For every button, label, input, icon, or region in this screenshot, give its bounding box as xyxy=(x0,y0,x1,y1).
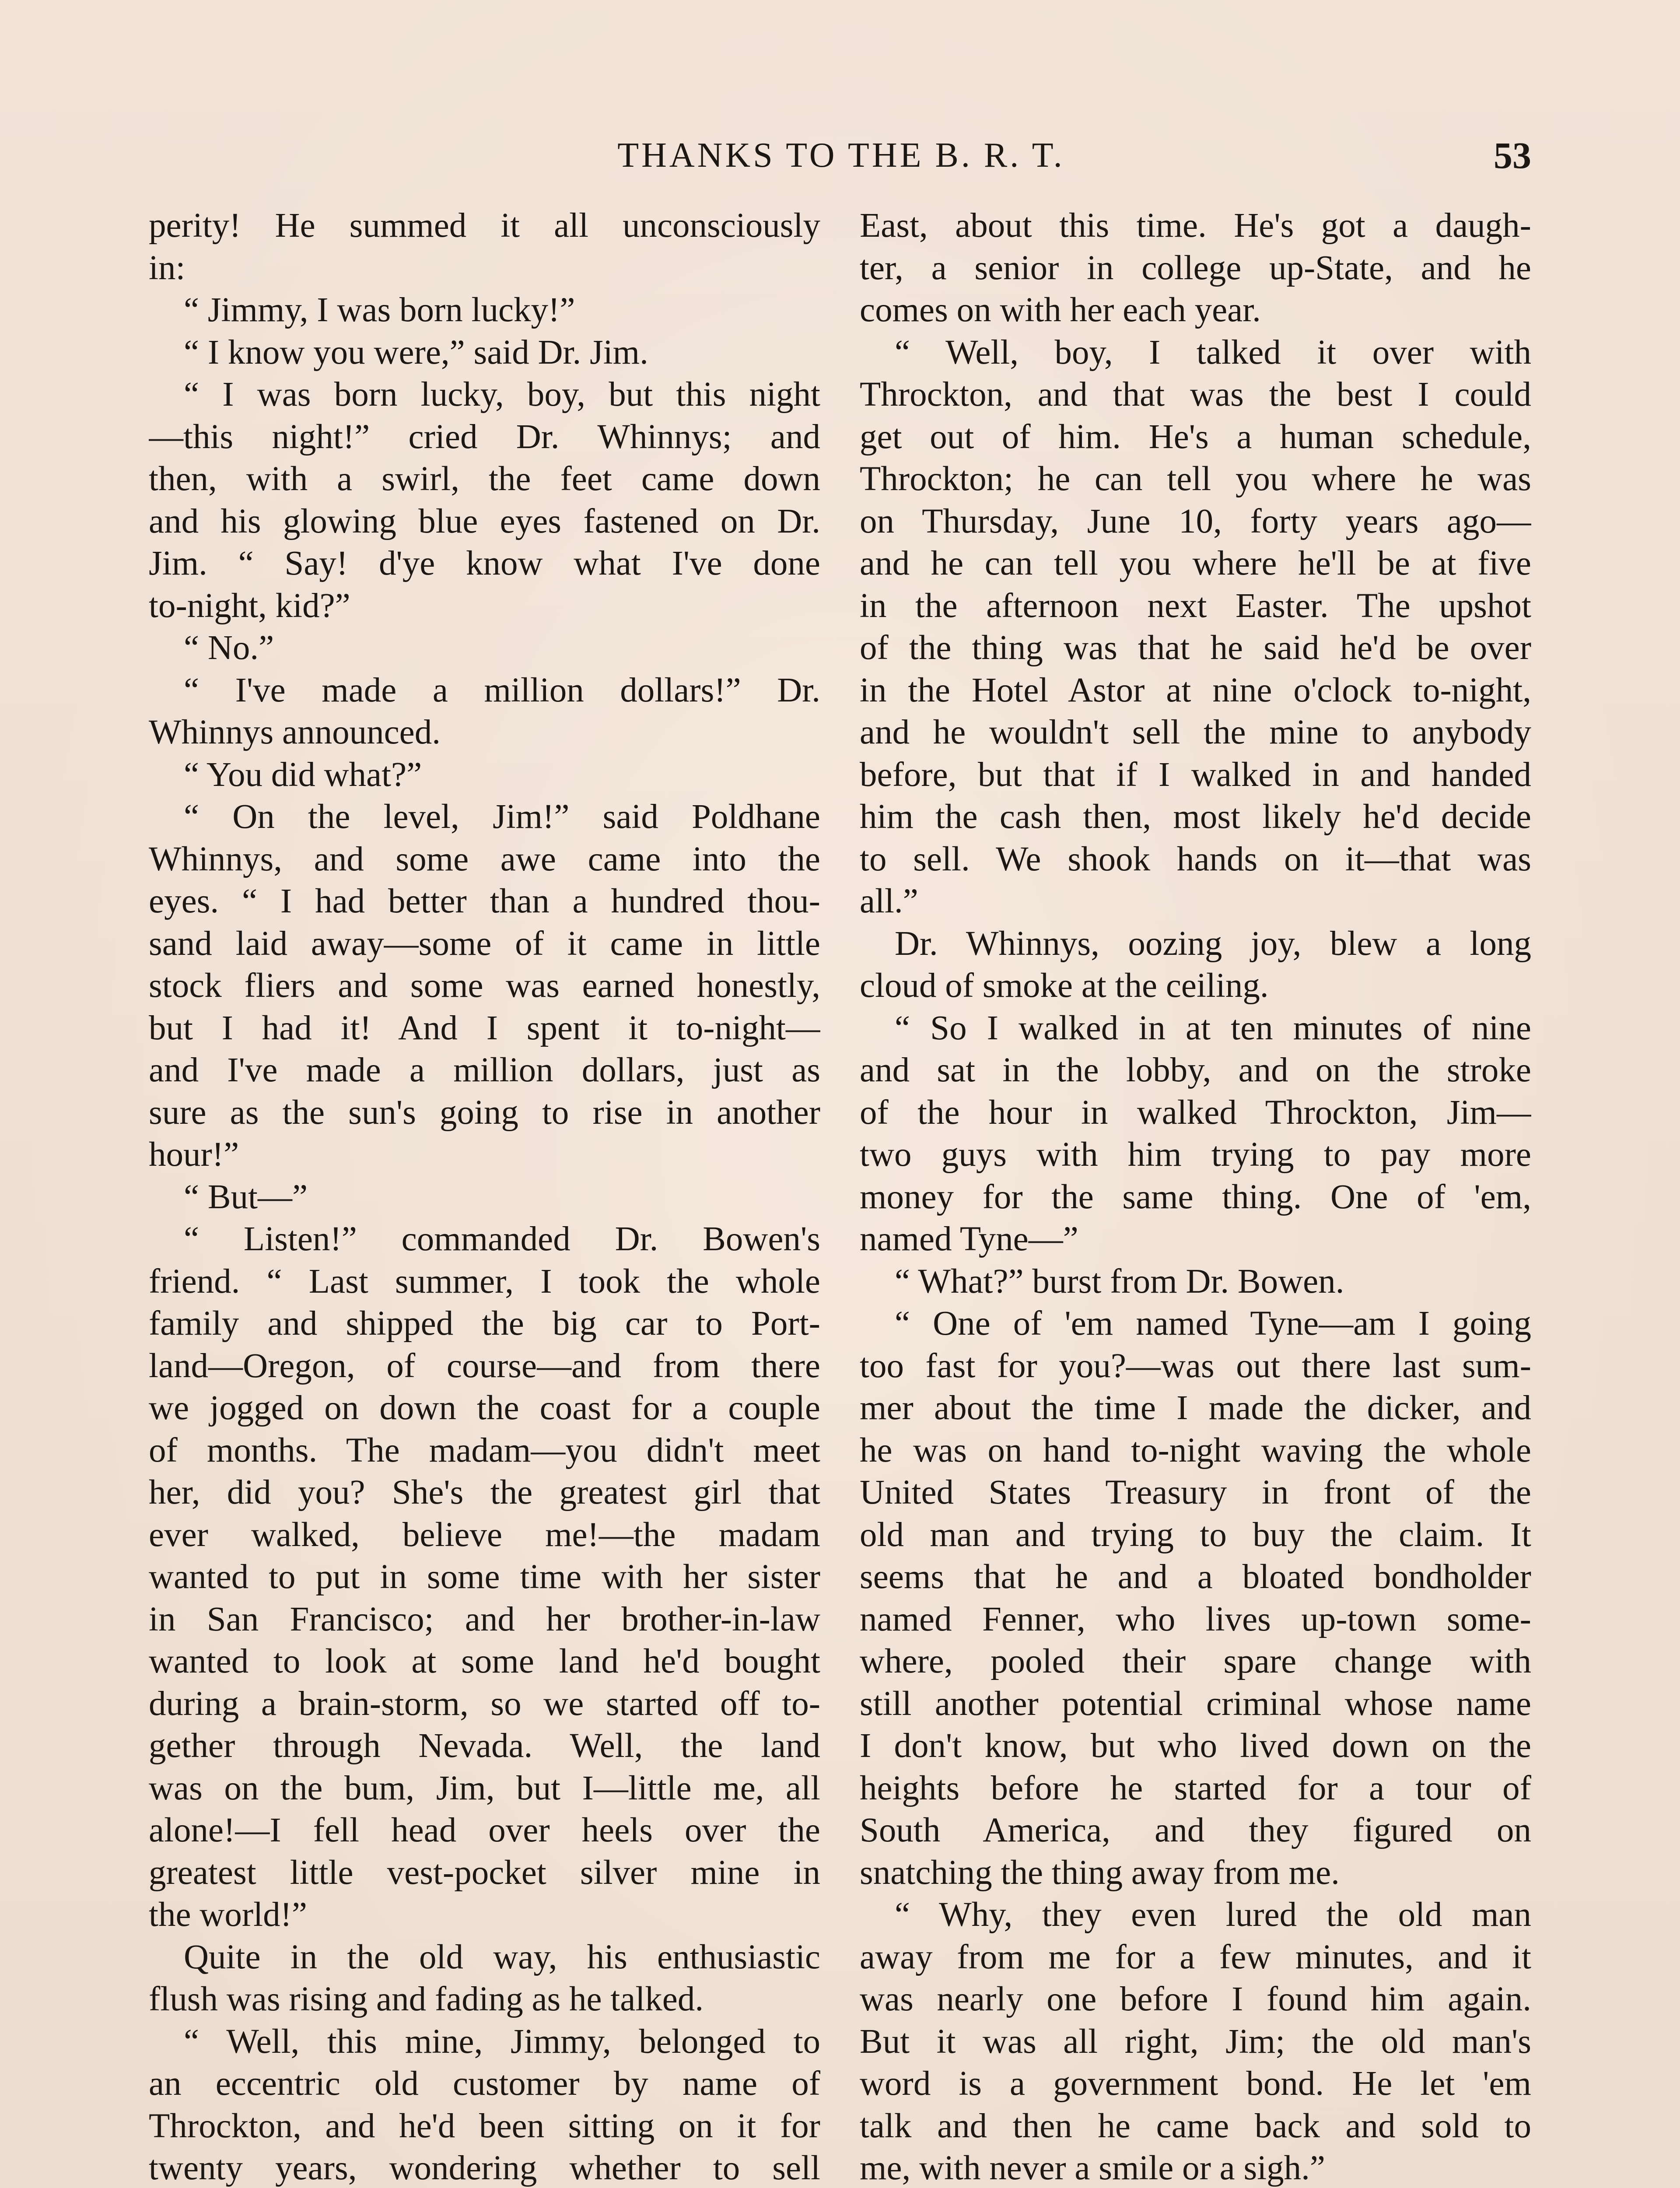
text-line: wanted to look at some land he'd bought xyxy=(149,1642,820,1680)
text-line: “ I was born lucky, boy, but this night xyxy=(184,375,820,414)
text-line: to-night, kid?” xyxy=(149,586,350,625)
running-title: THANKS TO THE B. R. T. xyxy=(617,136,1065,175)
text-line: cloud of smoke at the ceiling. xyxy=(860,967,1269,1005)
text-line: before, but that if I walked in and handed xyxy=(860,755,1531,794)
text-line: ter, a senior in college up-State, and he xyxy=(860,249,1531,287)
text-line: away from me for a few minutes, and it xyxy=(860,1938,1531,1976)
text-line: “ What?” burst from Dr. Bowen. xyxy=(895,1262,1344,1301)
text-line: me, with never a smile or a sigh.” xyxy=(860,2149,1325,2187)
text-line: “ Well, this mine, Jimmy, belonged to xyxy=(184,2022,820,2061)
text-line: on Thursday, June 10, forty years ago— xyxy=(860,502,1531,540)
running-header xyxy=(151,131,1531,179)
text-line: old man and trying to buy the claim. It xyxy=(860,1515,1531,1554)
text-line: where, pooled their spare change with xyxy=(860,1642,1531,1680)
text-line: family and shipped the big car to Port- xyxy=(149,1304,820,1343)
text-line: heights before he started for a tour of xyxy=(860,1769,1531,1807)
text-line: “ One of 'em named Tyne—am I going xyxy=(895,1304,1531,1343)
text-line: “ Listen!” commanded Dr. Bowen's xyxy=(184,1220,820,1258)
text-line: hour!” xyxy=(149,1136,239,1174)
text-line: sure as the sun's going to rise in another xyxy=(149,1093,820,1132)
text-line: he was on hand to-night waving the whole xyxy=(860,1431,1531,1469)
text-line: Dr. Whinnys, oozing joy, blew a long xyxy=(895,924,1531,963)
text-line: flush was rising and fading as he talked. xyxy=(149,1980,704,2018)
text-line: word is a government bond. He let 'em xyxy=(860,2065,1531,2103)
text-line: and sat in the lobby, and on the stroke xyxy=(860,1051,1531,1089)
text-line: named Fenner, who lives up-town some- xyxy=(860,1600,1531,1638)
text-line: “ Jimmy, I was born lucky!” xyxy=(184,291,575,329)
text-line: I don't know, but who lived down on the xyxy=(860,1727,1531,1765)
text-line: “ So I walked in at ten minutes of nine xyxy=(895,1009,1531,1047)
text-line: friend. “ Last summer, I took the whole xyxy=(149,1262,820,1301)
text-line: eyes. “ I had better than a hundred thou- xyxy=(149,882,820,920)
text-line: we jogged on down the coast for a couple xyxy=(149,1389,820,1427)
text-line: Throckton, and that was the best I could xyxy=(860,375,1531,414)
text-line: and I've made a million dollars, just as xyxy=(149,1051,820,1089)
text-line: land—Oregon, of course—and from there xyxy=(149,1346,820,1385)
text-line: wanted to put in some time with her sister xyxy=(149,1558,820,1596)
text-line: Throckton; he can tell you where he was xyxy=(860,460,1531,498)
text-line: greatest little vest-pocket silver mine in xyxy=(149,1853,820,1892)
text-line: too fast for you?—was out there last sum- xyxy=(860,1346,1531,1385)
text-line: Whinnys, and some awe came into the xyxy=(149,840,820,878)
text-line: in San Francisco; and her brother-in-law xyxy=(149,1600,820,1638)
text-line: —this night!” cried Dr. Whinnys; and xyxy=(149,417,820,456)
text-line: “ I've made a million dollars!” Dr. xyxy=(184,671,820,709)
text-line: of months. The madam—you didn't meet xyxy=(149,1431,820,1469)
text-line: in the afternoon next Easter. The upshot xyxy=(860,586,1531,625)
text-line: But it was all right, Jim; the old man's xyxy=(860,2022,1531,2061)
text-line: stock fliers and some was earned honestly, xyxy=(149,967,820,1005)
text-line: the world!” xyxy=(149,1896,307,1934)
text-line: mer about the time I made the dicker, and xyxy=(860,1389,1531,1427)
text-line: talk and then he came back and sold to xyxy=(860,2107,1531,2145)
right-text-column xyxy=(860,205,1531,2188)
text-line: was on the bum, Jim, but I—little me, all xyxy=(149,1769,820,1807)
text-line: but I had it! And I spent it to-night— xyxy=(149,1009,820,1047)
text-line: snatching the thing away from me. xyxy=(860,1853,1340,1892)
text-line: twenty years, wondering whether to sell xyxy=(149,2149,820,2187)
text-line: “ But—” xyxy=(184,1178,308,1216)
text-line: during a brain-storm, so we started off to- xyxy=(149,1684,820,1723)
text-line: “ Why, they even lured the old man xyxy=(895,1896,1531,1934)
text-line: gether through Nevada. Well, the land xyxy=(149,1727,820,1765)
text-line: comes on with her each year. xyxy=(860,291,1261,329)
text-line: “ Well, boy, I talked it over with xyxy=(895,333,1531,372)
text-line: Jim. “ Say! d'ye know what I've done xyxy=(149,544,820,582)
text-line: “ No.” xyxy=(184,629,274,667)
text-line: to sell. We shook hands on it—that was xyxy=(860,840,1531,878)
text-line: United States Treasury in front of the xyxy=(860,1473,1531,1511)
text-line: “ I know you were,” said Dr. Jim. xyxy=(184,333,648,372)
text-line: Whinnys announced. xyxy=(149,713,441,751)
left-text-column xyxy=(149,205,820,2188)
text-line: sand laid away—some of it came in little xyxy=(149,924,820,963)
text-line: of the thing was that he said he'd be over xyxy=(860,629,1531,667)
text-line: and his glowing blue eyes fastened on Dr. xyxy=(149,502,820,540)
text-line: still another potential criminal whose name xyxy=(860,1684,1531,1723)
text-line: Quite in the old way, his enthusiastic xyxy=(184,1938,820,1976)
text-line: in the Hotel Astor at nine o'clock to-night, xyxy=(860,671,1531,709)
text-line: in: xyxy=(149,249,186,287)
text-line: named Tyne—” xyxy=(860,1220,1078,1258)
text-line: East, about this time. He's got a daugh- xyxy=(860,207,1531,245)
text-line: him the cash then, most likely he'd decide xyxy=(860,798,1531,836)
text-line: and he can tell you where he'll be at five xyxy=(860,544,1531,582)
text-line: was nearly one before I found him again. xyxy=(860,1980,1531,2018)
text-line: her, did you? She's the greatest girl that xyxy=(149,1473,820,1511)
text-line: money for the same thing. One of 'em, xyxy=(860,1178,1531,1216)
text-line: seems that he and a bloated bondholder xyxy=(860,1558,1531,1596)
text-line: all.” xyxy=(860,882,918,920)
text-line: an eccentric old customer by name of xyxy=(149,2065,820,2103)
text-line: two guys with him trying to pay more xyxy=(860,1136,1531,1174)
text-line: and he wouldn't sell the mine to anybody xyxy=(860,713,1531,751)
text-line: then, with a swirl, the feet came down xyxy=(149,460,820,498)
page-number: 53 xyxy=(1494,134,1531,176)
text-line: of the hour in walked Throckton, Jim— xyxy=(860,1093,1531,1132)
text-line: “ You did what?” xyxy=(184,755,422,794)
text-line: get out of him. He's a human schedule, xyxy=(860,417,1531,456)
text-line: “ On the level, Jim!” said Poldhane xyxy=(184,798,820,836)
text-line: Throckton, and he'd been sitting on it for xyxy=(149,2107,820,2145)
text-line: alone!—I fell head over heels over the xyxy=(149,1811,820,1849)
text-line: perity! He summed it all unconsciously xyxy=(149,207,820,245)
text-line: ever walked, believe me!—the madam xyxy=(149,1515,820,1554)
text-line: South America, and they figured on xyxy=(860,1811,1531,1849)
